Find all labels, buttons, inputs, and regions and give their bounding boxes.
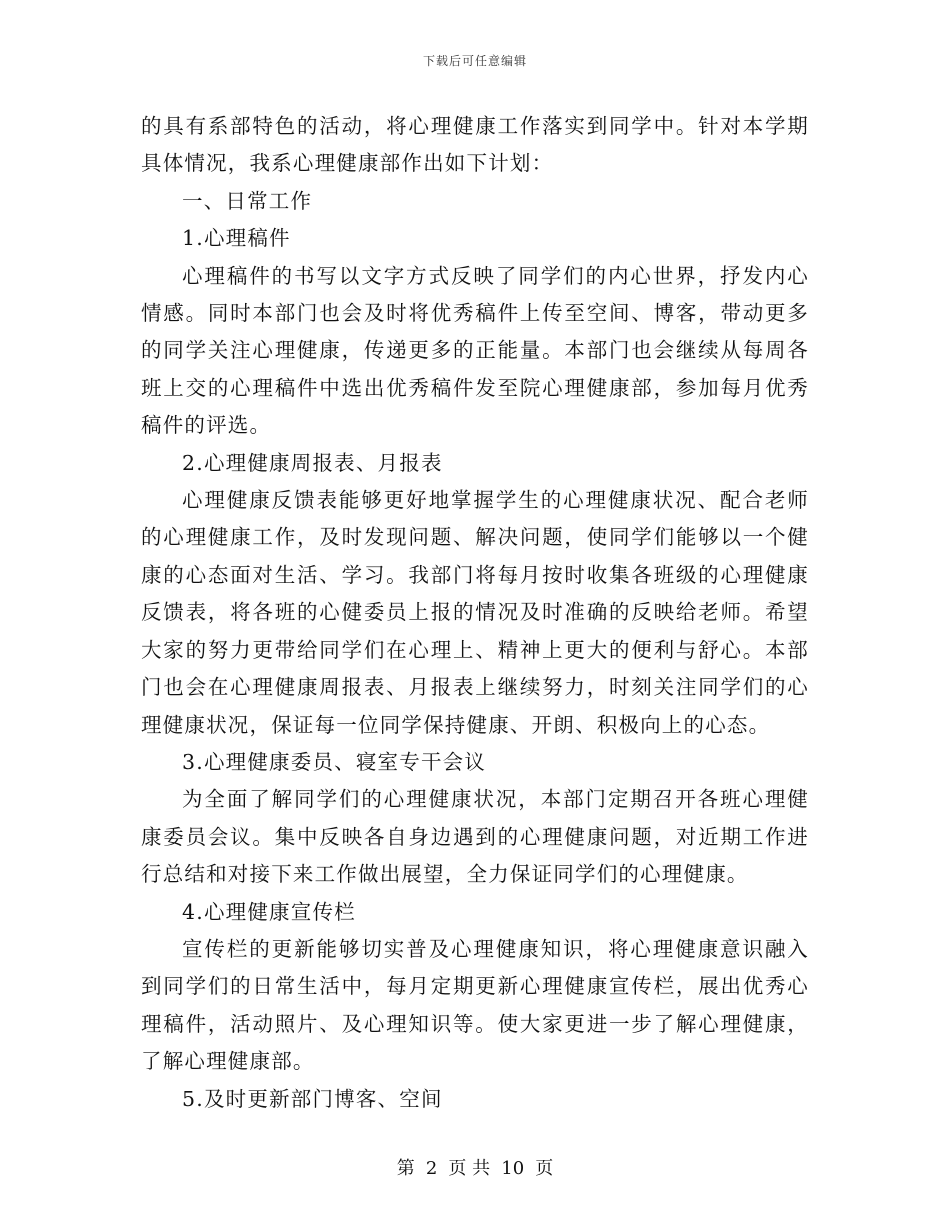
footer-middle: 页 共 xyxy=(448,1158,491,1179)
paragraph-bulletin-board: 宣传栏的更新能够切实普及心理健康知识，将心理健康意识融入到同学们的日常生活中，每月定期更新心理健康宣传栏，展出优秀心理稿件，活动照片、及心理知识等。使大家更进一步了解心理健康，了解心理健康部。 xyxy=(141,936,809,1074)
footer-current-page: 2 xyxy=(425,1158,438,1179)
subheading-committee-meetings: 3.心理健康委员、寝室专干会议 xyxy=(182,749,487,774)
paragraph-committee-meetings: 为全面了解同学们的心理健康状况，本部门定期召开各班心理健康委员会议。集中反映各自身边遇到的心理健康问题，对近期工作进行总结和对接下来工作做出展望，全力保证同学们的心理健康。 xyxy=(141,787,809,887)
paragraph-weekly-monthly-reports: 心理健康反馈表能够更好地掌握学生的心理健康状况、配合老师的心理健康工作，及时发现问题、解决问题，使同学们能够以一个健康的心态面对生活、学习。我部门将每月按时收集各班级的心理健康反馈表，将各班的心健委员上报的情况及时准确的反映给老师。希望大家的努力更带给同学们在心理上、精神上更大的便利与舒心。本部门也会在心理健康周报表、月报表上继续努力，时刻关注同学们的心理健康状况，保证每一位同学保持健康、开朗、积极向上的心态。 xyxy=(141,488,809,737)
paragraph-continued: 的具有系部特色的活动，将心理健康工作落实到同学中。针对本学期具体情况，我系心理健康部作出如下计划： xyxy=(141,114,809,176)
paragraph-psych-manuscripts: 心理稿件的书写以文字方式反映了同学们的内心世界，抒发内心情感。同时本部门也会及时将优秀稿件上传至空间、博客，带动更多的同学关注心理健康，传递更多的正能量。本部门也会继续从每周各班上交的心理稿件中选出优秀稿件发至院心理健康部，参加每月优秀稿件的评选。 xyxy=(141,263,809,438)
subheading-update-blog: 5.及时更新部门博客、空间 xyxy=(182,1086,443,1111)
page-footer xyxy=(0,1154,950,1180)
subheading-psych-manuscripts: 1.心理稿件 xyxy=(182,226,291,251)
document-body xyxy=(141,108,809,1118)
footer-suffix: 页 xyxy=(535,1158,554,1179)
subheading-bulletin-board: 4.心理健康宣传栏 xyxy=(182,899,356,924)
section-heading-daily-work: 一、日常工作 xyxy=(182,188,313,213)
footer-total-pages: 10 xyxy=(501,1158,525,1179)
page-header-note: 下载后可任意编辑 xyxy=(422,54,527,68)
subheading-weekly-monthly-reports: 2.心理健康周报表、月报表 xyxy=(182,450,443,475)
footer-prefix: 第 xyxy=(396,1158,415,1179)
